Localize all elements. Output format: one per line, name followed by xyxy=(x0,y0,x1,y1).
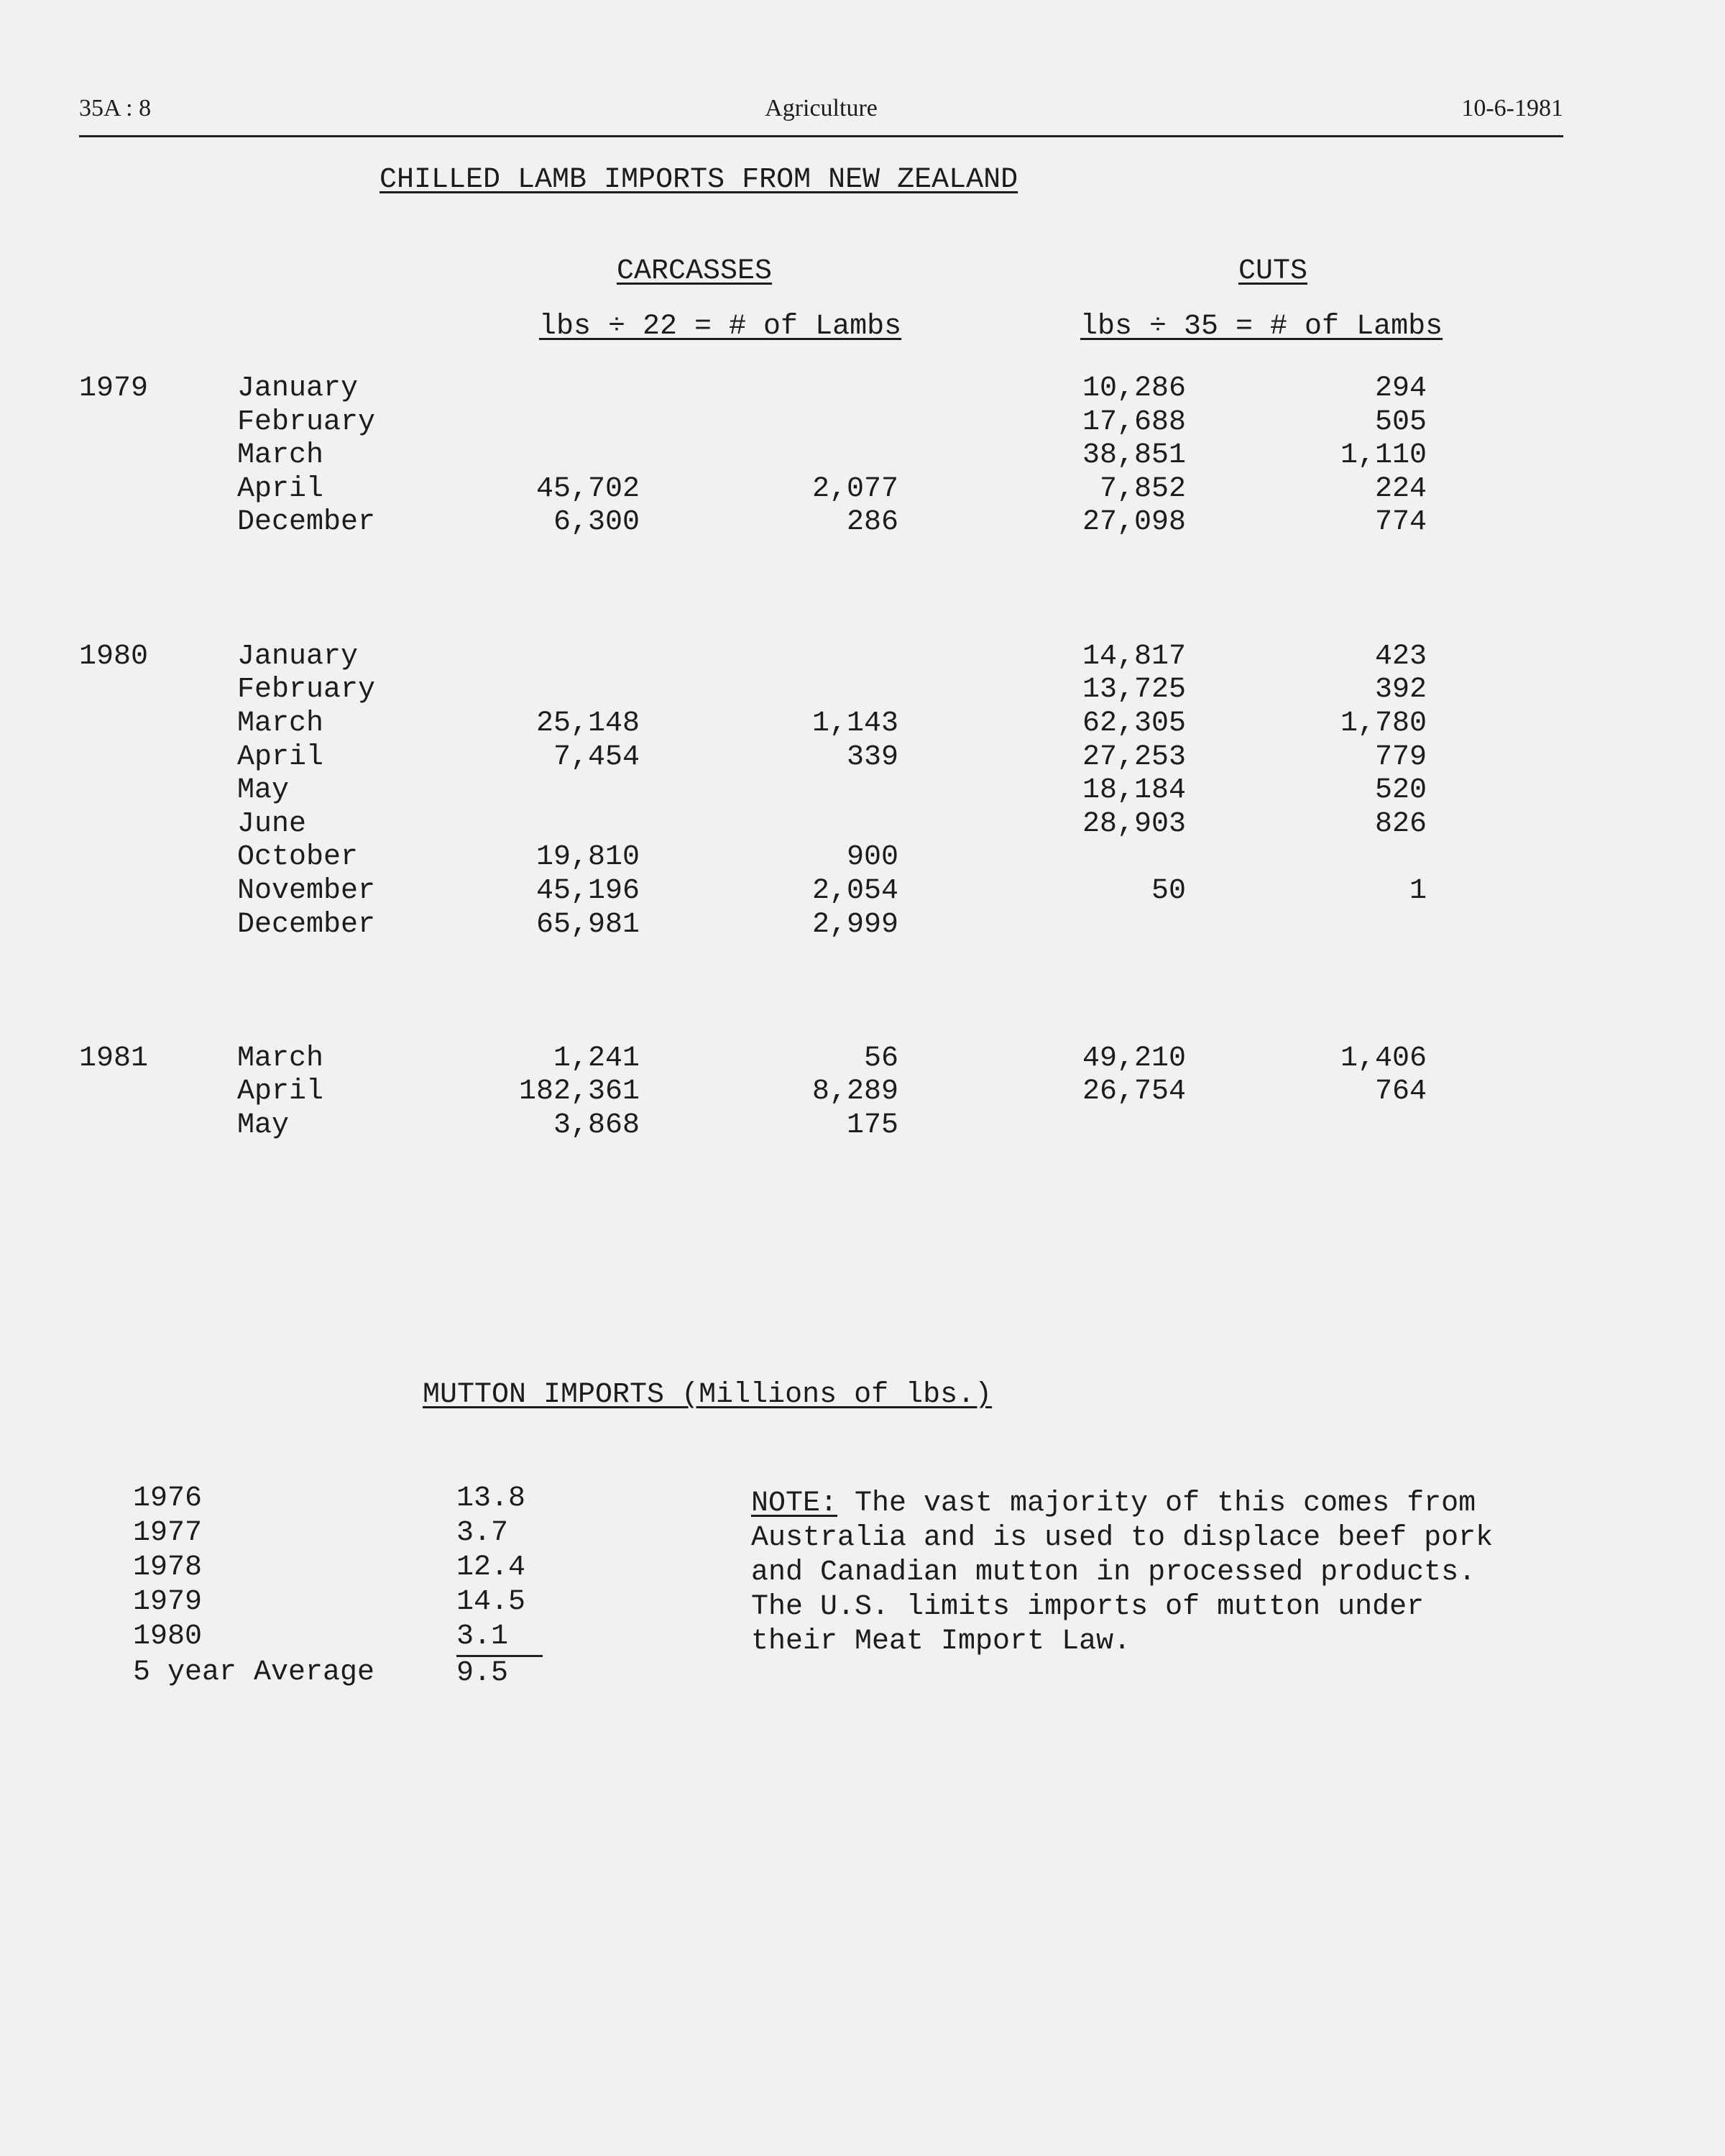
cuts-lambs-cell: 1,780 xyxy=(1340,707,1427,740)
spacer-cell xyxy=(898,909,992,942)
mutton-average-label: 5 year Average xyxy=(133,1656,375,1689)
carcass-lbs-cell: 65,981 xyxy=(535,908,640,941)
table-row xyxy=(79,841,1427,875)
spacer-cell xyxy=(898,808,992,842)
spacer-cell xyxy=(898,473,992,507)
table-row xyxy=(79,1075,1427,1109)
cuts-lbs-cell xyxy=(992,976,1186,1009)
cuts-lambs-cell: 826 xyxy=(1374,807,1427,840)
spacer-cell xyxy=(898,372,992,406)
year-cell: 1980 xyxy=(79,640,149,673)
year-cell xyxy=(79,1075,237,1109)
table-row xyxy=(79,372,1427,406)
mutton-value-cell: 3.7 xyxy=(456,1517,509,1549)
carcass-lbs-cell xyxy=(424,574,640,607)
cuts-lambs-cell: 764 xyxy=(1374,1075,1427,1109)
spacer-cell xyxy=(898,574,992,607)
year-cell xyxy=(79,942,237,976)
mutton-imports-table xyxy=(133,1482,543,1692)
month-cell: March xyxy=(237,1042,324,1075)
table-row xyxy=(79,439,1427,473)
carcass-lambs-cell: 1,143 xyxy=(811,707,898,740)
cuts-lbs-cell: 28,903 xyxy=(1082,807,1186,840)
carcass-lbs-cell: 7,454 xyxy=(553,740,640,774)
mutton-average-value: 9.5 xyxy=(456,1656,543,1692)
cuts-lbs-cell: 26,754 xyxy=(1082,1075,1186,1109)
carcass-lbs-cell xyxy=(424,976,640,1009)
month-cell: February xyxy=(237,674,376,707)
table-row xyxy=(79,1042,1427,1076)
month-cell xyxy=(237,1009,424,1042)
cuts-lbs-cell: 10,286 xyxy=(1082,372,1186,405)
cuts-lbs-cell: 49,210 xyxy=(1082,1042,1186,1075)
month-cell xyxy=(237,976,424,1009)
month-cell: November xyxy=(237,874,376,907)
carcass-lambs-cell xyxy=(640,674,898,707)
carcass-lbs-cell xyxy=(424,774,640,808)
carcass-lbs-cell xyxy=(424,641,640,674)
carcass-lambs-cell: 8,289 xyxy=(811,1075,898,1109)
cuts-lambs-cell xyxy=(1186,841,1427,875)
cuts-lbs-cell xyxy=(992,909,1186,942)
month-cell xyxy=(237,540,424,574)
year-cell xyxy=(79,406,237,440)
table-row xyxy=(79,875,1427,909)
cuts-lbs-cell xyxy=(992,607,1186,641)
month-cell: January xyxy=(237,372,359,405)
cuts-lbs-cell: 13,725 xyxy=(1082,674,1186,707)
mutton-year-cell: 1980 xyxy=(133,1620,203,1653)
table-row xyxy=(79,976,1427,1009)
mutton-value-cell: 12.4 xyxy=(456,1551,526,1584)
month-cell xyxy=(237,607,424,641)
cuts-lbs-cell: 7,852 xyxy=(1099,472,1186,505)
cuts-lbs-cell: 14,817 xyxy=(1082,640,1186,673)
month-cell: March xyxy=(237,707,324,740)
month-cell: May xyxy=(237,774,290,807)
year-cell xyxy=(79,439,237,473)
spacer-cell xyxy=(898,707,992,741)
carcass-lambs-cell: 339 xyxy=(846,740,898,774)
spacer-cell xyxy=(898,841,992,875)
cuts-lbs-cell xyxy=(992,1109,1186,1143)
cuts-lambs-cell: 224 xyxy=(1374,472,1427,505)
table-row xyxy=(79,674,1427,707)
year-cell xyxy=(79,506,237,540)
table-row xyxy=(133,1620,543,1656)
carcass-lambs-cell: 2,054 xyxy=(811,874,898,907)
spacer-cell xyxy=(898,641,992,674)
spacer-cell xyxy=(898,406,992,440)
carcass-lambs-cell xyxy=(640,540,898,574)
carcass-lbs-cell: 45,702 xyxy=(535,472,640,505)
table-row xyxy=(79,741,1427,775)
table-row xyxy=(79,1009,1427,1042)
page-reference: 35A : 8 xyxy=(79,95,152,121)
cuts-lambs-cell xyxy=(1186,909,1427,942)
table-row xyxy=(79,506,1427,540)
month-cell: March xyxy=(237,439,324,472)
cuts-lbs-cell: 27,098 xyxy=(1082,506,1186,539)
carcass-lbs-cell xyxy=(424,406,640,440)
spacer-cell xyxy=(898,976,992,1009)
carcass-lbs-cell: 6,300 xyxy=(553,506,640,539)
cuts-lbs-cell xyxy=(992,574,1186,607)
spacer-cell xyxy=(898,439,992,473)
note-text: The vast majority of this comes from Australia and is used to displace beef pork and Canadian mutton in processed products. The U.S. limits imports of mutton under their Meat Import Law. xyxy=(751,1487,1494,1658)
mutton-year-cell: 1978 xyxy=(133,1551,203,1584)
year-cell xyxy=(79,707,237,741)
carcass-lambs-cell xyxy=(640,372,898,406)
cuts-lbs-cell: 27,253 xyxy=(1082,740,1186,774)
carcass-lambs-cell xyxy=(640,808,898,842)
carcass-lambs-cell: 175 xyxy=(846,1109,898,1142)
cuts-lambs-cell xyxy=(1186,942,1427,976)
carcass-lambs-cell xyxy=(640,574,898,607)
carcass-lbs-cell xyxy=(424,808,640,842)
cuts-lbs-cell xyxy=(992,942,1186,976)
chilled-lamb-table xyxy=(79,372,1427,1143)
month-cell xyxy=(237,942,424,976)
table-row xyxy=(79,1109,1427,1143)
year-cell xyxy=(79,741,237,775)
chilled-lamb-table-body xyxy=(79,372,1427,1143)
table-row xyxy=(79,942,1427,976)
table-row xyxy=(79,607,1427,641)
carcass-lbs-cell xyxy=(424,439,640,473)
year-cell: 1981 xyxy=(79,1042,149,1075)
year-cell xyxy=(79,841,237,875)
carcass-lambs-cell: 900 xyxy=(846,841,898,874)
spacer-cell xyxy=(898,607,992,641)
mutton-value-cell: 3.1 xyxy=(456,1620,509,1653)
month-cell xyxy=(237,574,424,607)
month-cell: December xyxy=(237,908,376,941)
carcass-lambs-cell: 56 xyxy=(863,1042,898,1075)
cuts-lambs-cell: 423 xyxy=(1374,640,1427,673)
month-cell: April xyxy=(237,1075,324,1109)
carcasses-formula: lbs ÷ 22 = # of Lambs xyxy=(539,311,902,343)
table-row xyxy=(133,1482,543,1517)
cuts-lambs-cell: 1,406 xyxy=(1340,1042,1427,1075)
table-row xyxy=(79,540,1427,574)
carcass-lambs-cell: 2,999 xyxy=(811,908,898,941)
carcass-lambs-cell: 286 xyxy=(846,506,898,539)
table-row xyxy=(133,1551,543,1586)
year-cell xyxy=(79,674,237,707)
carcass-lbs-cell: 1,241 xyxy=(553,1042,640,1075)
document-title: CHILLED LAMB IMPORTS FROM NEW ZEALAND xyxy=(380,164,1018,196)
section-title: Agriculture xyxy=(765,95,878,121)
carcass-lambs-cell xyxy=(640,1009,898,1042)
table-row xyxy=(79,909,1427,942)
spacer-cell xyxy=(898,875,992,909)
cuts-lambs-cell xyxy=(1186,1009,1427,1042)
mutton-value-cell: 14.5 xyxy=(456,1586,526,1618)
note-label: NOTE: xyxy=(751,1487,838,1520)
page-header xyxy=(79,92,1563,137)
cuts-lambs-cell: 392 xyxy=(1374,674,1427,707)
table-row xyxy=(79,641,1427,674)
year-cell xyxy=(79,909,237,942)
spacer-cell xyxy=(898,506,992,540)
table-row xyxy=(79,574,1427,607)
cuts-lbs-cell: 62,305 xyxy=(1082,707,1186,740)
table-row xyxy=(79,406,1427,440)
table-row xyxy=(79,707,1427,741)
mutton-imports-table-body xyxy=(133,1482,543,1692)
cuts-lbs-cell: 50 xyxy=(1151,874,1186,907)
year-cell xyxy=(79,473,237,507)
carcass-lambs-cell xyxy=(640,774,898,808)
carcass-lbs-cell: 3,868 xyxy=(553,1109,640,1142)
cuts-lambs-cell: 505 xyxy=(1374,405,1427,439)
carcass-lbs-cell xyxy=(424,372,640,406)
table-row xyxy=(79,473,1427,507)
month-cell: June xyxy=(237,807,307,840)
year-cell xyxy=(79,976,237,1009)
cuts-lambs-cell xyxy=(1186,574,1427,607)
carcass-lambs-cell: 2,077 xyxy=(811,472,898,505)
year-cell xyxy=(79,1009,237,1042)
cuts-lambs-cell xyxy=(1186,540,1427,574)
carcass-lbs-cell xyxy=(424,1009,640,1042)
cuts-lambs-cell: 1 xyxy=(1409,874,1427,907)
cuts-lbs-cell: 18,184 xyxy=(1082,774,1186,807)
spacer-cell xyxy=(898,1009,992,1042)
year-cell xyxy=(79,875,237,909)
cuts-lambs-cell xyxy=(1186,976,1427,1009)
cuts-lambs-cell xyxy=(1186,607,1427,641)
table-row xyxy=(133,1517,543,1551)
carcass-lbs-cell xyxy=(424,607,640,641)
year-cell xyxy=(79,540,237,574)
carcass-lbs-cell: 19,810 xyxy=(535,841,640,874)
carcass-lambs-cell xyxy=(640,439,898,473)
mutton-value-cell: 13.8 xyxy=(456,1482,526,1515)
cuts-lambs-cell: 294 xyxy=(1374,372,1427,405)
month-cell: April xyxy=(237,472,324,505)
year-cell xyxy=(79,774,237,808)
carcass-lbs-cell xyxy=(424,540,640,574)
month-cell: May xyxy=(237,1109,290,1142)
month-cell: October xyxy=(237,841,359,874)
year-cell xyxy=(79,574,237,607)
spacer-cell xyxy=(898,1109,992,1143)
year-cell: 1979 xyxy=(79,372,149,405)
table-row xyxy=(133,1586,543,1620)
cuts-lambs-cell: 779 xyxy=(1374,740,1427,774)
spacer-cell xyxy=(898,540,992,574)
month-cell: January xyxy=(237,640,359,673)
spacer-cell xyxy=(898,1075,992,1109)
table-row xyxy=(79,774,1427,808)
carcass-lbs-cell: 182,361 xyxy=(518,1075,640,1109)
cuts-lambs-cell: 774 xyxy=(1374,506,1427,539)
cuts-lambs-cell: 1,110 xyxy=(1340,439,1427,472)
mutton-year-cell: 1979 xyxy=(133,1586,203,1618)
year-cell xyxy=(79,607,237,641)
month-cell: February xyxy=(237,405,376,439)
cuts-lbs-cell: 17,688 xyxy=(1082,405,1186,439)
carcass-lbs-cell: 45,196 xyxy=(535,874,640,907)
spacer-cell xyxy=(898,674,992,707)
mutton-title: MUTTON IMPORTS (Millions of lbs.) xyxy=(423,1379,993,1411)
month-cell: April xyxy=(237,740,324,774)
table-row xyxy=(79,808,1427,842)
cuts-lbs-cell xyxy=(992,540,1186,574)
carcass-lambs-cell xyxy=(640,406,898,440)
carcass-lambs-cell xyxy=(640,641,898,674)
cuts-formula: lbs ÷ 35 = # of Lambs xyxy=(1080,311,1443,343)
carcass-lbs-cell xyxy=(424,942,640,976)
spacer-cell xyxy=(898,1042,992,1076)
month-cell: December xyxy=(237,506,376,539)
carcass-lbs-cell: 25,148 xyxy=(535,707,640,740)
cuts-lbs-cell xyxy=(992,1009,1186,1042)
spacer-cell xyxy=(898,741,992,775)
spacer-cell xyxy=(898,774,992,808)
cuts-lambs-cell xyxy=(1186,1109,1427,1143)
mutton-average-row xyxy=(133,1656,543,1692)
carcasses-heading: CARCASSES xyxy=(617,255,773,288)
mutton-note xyxy=(751,1487,1499,1659)
carcass-lambs-cell xyxy=(640,942,898,976)
cuts-lambs-cell: 520 xyxy=(1374,774,1427,807)
year-cell xyxy=(79,808,237,842)
spacer-cell xyxy=(898,942,992,976)
mutton-year-cell: 1976 xyxy=(133,1482,203,1515)
year-cell xyxy=(79,1109,237,1143)
mutton-year-cell: 1977 xyxy=(133,1517,203,1549)
cuts-lbs-cell xyxy=(992,841,1186,875)
carcass-lambs-cell xyxy=(640,976,898,1009)
cuts-lbs-cell: 38,851 xyxy=(1082,439,1186,472)
cuts-heading: CUTS xyxy=(1238,255,1308,288)
carcass-lambs-cell xyxy=(640,607,898,641)
page-date: 10-6-1981 xyxy=(1461,95,1563,121)
carcass-lbs-cell xyxy=(424,674,640,707)
